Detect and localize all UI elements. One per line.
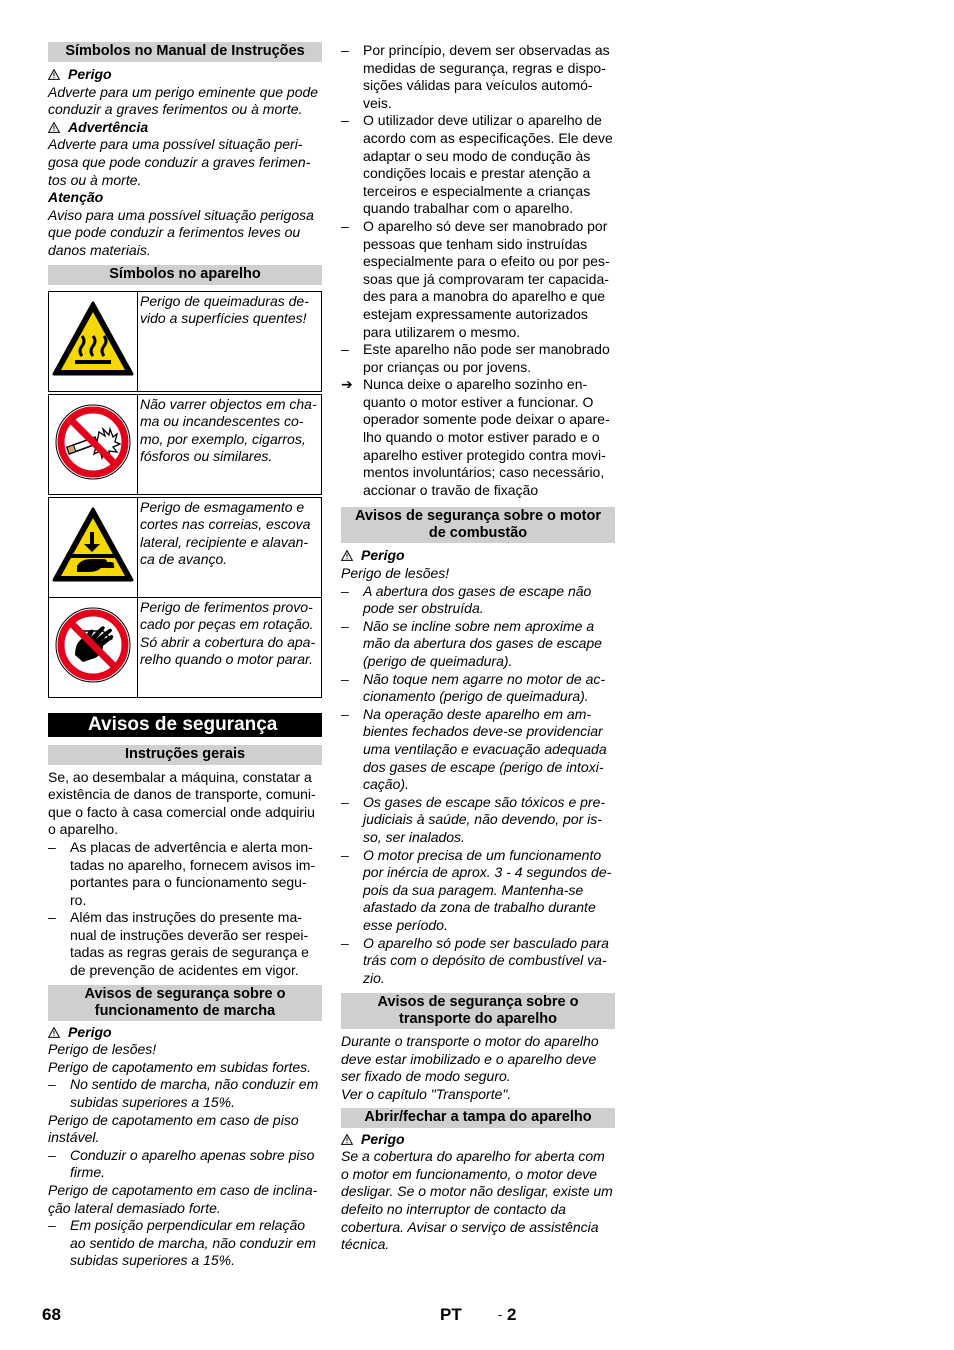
driving-line: Perigo de capotamento em caso de inclina-ção lateral demasiado forte. xyxy=(48,1182,318,1216)
hand-crush-warning-icon xyxy=(51,506,135,584)
list-item: – O aparelho só deve ser manobrado por pessoas que tenham sido instruídas especialmente para o efeito ou por pes-soas que já comprovaram ter capacida-des para a manobra do aparelho e que estejam expressamente autorizados para utilizarem o mesmo. xyxy=(341,218,615,341)
footer-separator: - xyxy=(498,1307,503,1322)
advertencia-text: Adverte para uma possível situação peri-gosa que pode conduzir a graves ferimen-tos ou à morte. xyxy=(48,136,311,188)
section-heading-cover: Abrir/fechar a tampa do aparelho xyxy=(341,1108,615,1128)
no-reach-in-rotating-icon xyxy=(53,605,133,685)
page-number: 68 xyxy=(42,1305,61,1324)
driving-list xyxy=(48,1217,322,1270)
sub-page-number: 2 xyxy=(507,1305,517,1324)
right-column xyxy=(341,42,615,1254)
list-item: – Não se incline sobre nem aproxime a mão da abertura dos gases de escape (perigo de queimadura). xyxy=(341,618,615,671)
perigo-text: Adverte para um perigo eminente que pode conduzir a graves ferimentos ou à morte. xyxy=(48,83,319,118)
no-burning-objects-icon xyxy=(53,402,133,482)
section-heading-general: Instruções gerais xyxy=(48,745,322,765)
section-heading-device-symbols: Símbolos no aparelho xyxy=(48,265,322,285)
list-item: – Os gases de escape são tóxicos e pre-judiciais à saúde, não devendo, por is-so, ser inalados. xyxy=(341,794,615,847)
arrow-right-icon: ➔ xyxy=(341,376,353,393)
combustion-intro: Perigo de lesões! xyxy=(341,565,450,582)
list-item: – Não toque nem agarre no motor de ac-cionamento (perigo de queimadura). xyxy=(341,671,615,706)
section-heading-manual-symbols: Símbolos no Manual de Instruções xyxy=(48,42,322,62)
transport-text: Durante o transporte o motor do aparelho deve estar imobilizado e o aparelho deve ser fixado de modo seguro. xyxy=(341,1033,599,1085)
cover-text: Se a cobertura do aparelho for aberta com o motor em funcionamento, o motor deve desligar. Se o motor não desligar, existe um defeito no interruptor de contacto da cobertura. Avisar o serviço de assistência técnica. xyxy=(341,1148,613,1253)
list-item: – Por princípio, devem ser observadas as medidas de segurança, regras e dispo-sições válidas para veículos automó-veis. xyxy=(341,42,615,112)
driving-line: Perigo de capotamento em subidas fortes. xyxy=(48,1058,312,1075)
arrow-instruction-text: Nunca deixe o aparelho sozinho en-quanto o motor estiver a funcionar. O operador somente pode deixar o apare-lho quando o motor estiver parado e o aparelho estiver protegido contra movi-mentos involuntários; caso necessário, accionar o travão de fixação xyxy=(363,376,610,498)
warning-triangle-icon xyxy=(341,550,353,561)
symbol-description: Não varrer objectos em cha-ma ou incandescentes co-mo, por exemplo, cigarros, fósforos ou similares. xyxy=(138,394,322,494)
symbol-description: Perigo de esmagamento e cortes nas correias, escova lateral, recipiente e alavan-ca de avanço. xyxy=(138,497,322,597)
general-list-continued xyxy=(341,42,615,376)
driving-line: Perigo de lesões! xyxy=(48,1041,157,1058)
section-heading-combustion: Avisos de segurança sobre o motor de combustão xyxy=(341,507,615,543)
left-column xyxy=(48,42,322,1270)
transport-reference: Ver o capítulo "Transporte". xyxy=(341,1086,512,1103)
hot-surface-warning-icon xyxy=(51,300,135,378)
combustion-list xyxy=(341,583,615,988)
section-heading-safety: Avisos de segurança xyxy=(48,713,322,737)
list-item: – O motor precisa de um funcionamento por inércia de aprox. 3 - 4 segundos de-pois da sua paragem. Mantenha-se afastado da zona de trabalho durante esse período. xyxy=(341,847,615,935)
symbol-row xyxy=(49,291,322,391)
warning-triangle-icon xyxy=(341,1134,353,1145)
perigo-label: Perigo xyxy=(48,66,322,84)
warning-triangle-icon xyxy=(48,122,60,133)
general-intro: Se, ao desembalar a máquina, constatar a existência de danos de transporte, comuni-que o facto à casa comercial onde adquiriu o aparelho. xyxy=(48,768,316,838)
language-code: PT xyxy=(440,1305,462,1324)
symbol-row xyxy=(49,497,322,597)
device-symbols-table xyxy=(48,291,322,698)
advertencia-label: Advertência xyxy=(48,119,322,137)
list-item: – Na operação deste aparelho em am-bientes fechados deve-se providenciar uma ventilação e evacuação adequada dos gases de escape (perigo de intoxi-cação). xyxy=(341,706,615,794)
list-item: – A abertura dos gases de escape não pode ser obstruída. xyxy=(341,583,615,618)
combustion-perigo-label: Perigo xyxy=(341,547,615,565)
list-item: – As placas de advertência e alerta mon-tadas no aparelho, fornecem avisos im-portantes para o funcionamento segu-ro. xyxy=(48,839,322,909)
list-item: – O aparelho só pode ser basculado para trás com o depósito de combustível va-zio. xyxy=(341,935,615,988)
list-item: – Conduzir o aparelho apenas sobre piso firme. xyxy=(48,1147,322,1182)
section-heading-driving: Avisos de segurança sobre o funcionamento de marcha xyxy=(48,985,322,1021)
cover-perigo-label: Perigo xyxy=(341,1131,615,1149)
symbol-description: Perigo de ferimentos provo-cado por peças em rotação. Só abrir a cobertura do apa-relho quando o motor parar. xyxy=(138,597,322,697)
list-item: – No sentido de marcha, não conduzir em subidas superiores a 15%. xyxy=(48,1076,322,1111)
atencao-text: Aviso para uma possível situação perigosa que pode conduzir a ferimentos leves ou danos materiais. xyxy=(48,206,314,258)
warning-triangle-icon xyxy=(48,69,60,80)
atencao-label: Atenção xyxy=(48,189,104,206)
general-list xyxy=(48,839,322,980)
list-item: – O utilizador deve utilizar o aparelho de acordo com as especificações. Ele deve adaptar o seu modo de condução às condições locais e prestar atenção a terceiros e especialmente a crianças quando trabalhar com o aparelho. xyxy=(341,112,615,218)
list-item: – Em posição perpendicular em relação ao sentido de marcha, não conduzir em subidas superiores a 15%. xyxy=(48,1217,322,1270)
section-heading-transport: Avisos de segurança sobre o transporte do aparelho xyxy=(341,993,615,1029)
symbol-row xyxy=(49,597,322,697)
symbol-row xyxy=(49,394,322,494)
driving-list xyxy=(48,1076,322,1111)
arrow-instruction xyxy=(341,376,615,499)
warning-triangle-icon xyxy=(48,1027,60,1038)
symbol-description: Perigo de queimaduras de-vido a superfícies quentes! xyxy=(138,291,322,391)
list-item: – Este aparelho não pode ser manobrado por crianças ou por jovens. xyxy=(341,341,615,376)
driving-line: Perigo de capotamento em caso de piso instável. xyxy=(48,1111,299,1146)
list-item: – Além das instruções do presente ma-nual de instruções deverão ser respei-tadas as regras gerais de segurança e de prevenção de acidentes em vigor. xyxy=(48,909,322,979)
driving-perigo-label: Perigo xyxy=(48,1024,322,1042)
driving-list xyxy=(48,1147,322,1182)
